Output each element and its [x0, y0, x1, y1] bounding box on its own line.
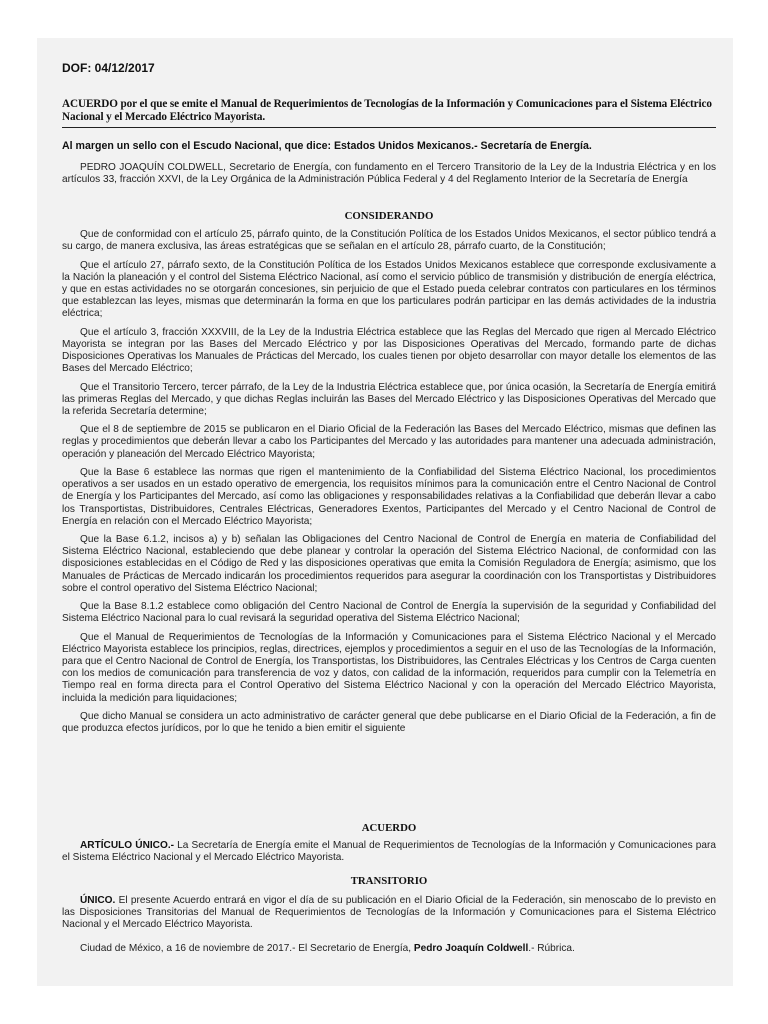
acuerdo-heading: ACUERDO: [361, 822, 417, 834]
considerando-paragraph: Que el Manual de Requerimientos de Tecnologías de la Información y Comunicaciones para el Sistema Eléctrico Nacional y el Mercado Eléctrico Mayorista establece los principios, reglas, directrices, ejemplos y procedimientos a seguir en el uso de las Tecnologías de la Información, para que el Centro Nacional de Control de Energía, los Transportistas, los Distribuidores, las Centrales Eléctricas y los Centros de Carga cuenten con los medios de comunicación para transferencia de voz y datos, con calidad de la información, requeridos para cumplir con la Telemetría en Tiempo real en forma directa para el Control Operativo del Sistema Eléctrico Nacional y con la operación del Mercado Eléctrico Mayorista, incluida la medición para liquidaciones;: [62, 631, 716, 704]
considerando-paragraph: Que la Base 6.1.2, incisos a) y b) señalan las Obligaciones del Centro Nacional de Control de Energía en materia de Confiabilidad del Sistema Eléctrico Nacional, estableciendo que debe planear y controlar la operación del Sistema Eléctrico Nacional, de conformidad con las disposiciones establecidas en el Código de Red y las disposiciones operativas que emita la Comisión Reguladora de Energía; asimismo, que los Manuales de Prácticas de Mercado indicarán los procedimientos requeridos para asegurar la coordinación con los Transportistas y Distribuidores sobre el control operativo del Sistema Eléctrico Nacional;: [62, 534, 716, 594]
articulo-unico-label: ARTÍCULO ÚNICO.-: [80, 840, 174, 851]
title-divider: [62, 127, 716, 128]
considerando-paragraph: Que el 8 de septiembre de 2015 se publicaron en el Diario Oficial de la Federación las Bases del Mercado Eléctrico, mismas que definen las reglas y procedimientos que deberán llevar a cabo los Participantes del Mercado y las autoridades para mantener una adecuada administración, operación y planeación del Mercado Eléctrico Mayorista;: [62, 424, 716, 460]
signature-name: Pedro Joaquín Coldwell: [413, 943, 529, 954]
articulo-unico-text: La Secretaría de Energía emite el Manual de Requerimientos de Tecnologías de la Información y Comunicaciones para el Sistema Eléctrico Nacional y el Mercado Eléctrico Mayorista.: [62, 840, 716, 864]
intro-block: [62, 162, 716, 193]
transitorio-heading: TRANSITORIO: [350, 875, 428, 887]
signature-suffix: .- Rúbrica.: [528, 943, 575, 954]
transitorio-unico-text: El presente Acuerdo entrará en vigor el día de su publicación en el Diario Oficial de la Federación, sin menoscabo de lo previsto en las Disposiciones Transitorias del Manual de Requerimientos de Tecnologías de la Información y Comunicaciones para el Sistema Eléctrico Nacional y el Mercado Eléctrico Mayorista.: [62, 895, 716, 931]
dof-date: DOF: 04/12/2017: [62, 61, 155, 75]
considerando-paragraph: Que la Base 6 establece las normas que rigen el mantenimiento de la Confiabilidad del Sistema Eléctrico Nacional, los procedimientos operativos a ser usados en un estado operativo de emergencia, los requisitos mínimos para la comunicación entre el Centro Nacional de Control de Energía y los Participantes del Mercado, así como las obligaciones y responsabilidades relativas a la Confiabilidad que deberán llevar a cabo los Transportistas, Distribuidores, Centrales Eléctricas, Generadores Exentos, Participantes del Mercado y el Centro Nacional de Control de Energía en relación con el Mercado Eléctrico Mayorista;: [62, 466, 716, 527]
considerando-paragraph: Que de conformidad con el artículo 25, párrafo quinto, de la Constitución Política de los Estados Unidos Mexicanos, el sector público tendrá a su cargo, de manera exclusiva, las áreas estratégicas que se señalan en el artículo 28, párrafo cuarto, de la Constitución;: [62, 229, 716, 253]
considerando-paragraph: Que dicho Manual se considera un acto administrativo de carácter general que debe publicarse en el Diario Oficial de la Federación, a fin de que produzca efectos jurídicos, por lo que he tenido a bien emitir el siguiente: [62, 710, 716, 735]
considerando-paragraph: Que la Base 8.1.2 establece como obligación del Centro Nacional de Control de Energía la supervisión de la seguridad y Confiabilidad del Sistema Eléctrico Nacional para lo cual revisará la seguridad operativa del Sistema Eléctrico Nacional;: [62, 601, 716, 625]
document-page: [37, 38, 733, 986]
transitorio-unico: [62, 895, 716, 932]
signature-prefix: Ciudad de México, a 16 de noviembre de 2017.- El Secretario de Energía,: [80, 943, 414, 954]
margin-note: Al margen un sello con el Escudo Nacional, que dice: Estados Unidos Mexicanos.- Secretaría de Energía.: [62, 140, 592, 152]
considerando-block: [62, 229, 716, 741]
transitorio-unico-label: ÚNICO.: [80, 895, 116, 906]
articulo-unico: [62, 840, 716, 864]
considerando-paragraph: Que el artículo 3, fracción XXXVIII, de la Ley de la Industria Eléctrica establece que las Reglas del Mercado que rigen al Mercado Eléctrico Mayorista se integran por las Bases del Mercado Eléctrico y por las Disposiciones Operativas del Mercado, formando parte de dichas Disposiciones Operativas los Manuales de Prácticas del Mercado, los cuales tienen por objeto desarrollar con mayor detalle los elementos de las Bases del Mercado Eléctrico;: [62, 326, 716, 375]
considerando-heading: CONSIDERANDO: [344, 210, 434, 222]
document-title: ACUERDO por el que se emite el Manual de Requerimientos de Tecnologías de la Información y Comunicaciones para el Sistema Eléctrico Nacional y el Mercado Eléctrico Mayorista.: [62, 98, 712, 123]
considerando-paragraph: Que el artículo 27, párrafo sexto, de la Constitución Política de los Estados Unidos Mexicanos establece que corresponde exclusivamente a la Nación la planeación y el control del Sistema Eléctrico Nacional, así como el servicio público de transmisión y distribución de energía eléctrica, y que en estas actividades no se otorgarán concesiones, sin perjuicio de que el Estado pueda celebrar contratos con particulares en los términos que establezcan las leyes, mismas que determinarán la forma en que los particulares podrán participar en las demás actividades de la industria eléctrica;: [62, 259, 716, 320]
intro-paragraph: PEDRO JOAQUÍN COLDWELL, Secretario de Energía, con fundamento en el Tercero Transitorio de la Ley de la Industria Eléctrica y en los artículos 33, fracción XXVI, de la Ley Orgánica de la Administración Pública Federal y 4 del Reglamento Interior de la Secretaría de Energía: [62, 162, 716, 186]
considerando-paragraph: Que el Transitorio Tercero, tercer párrafo, de la Ley de la Industria Eléctrica establece que, por única ocasión, la Secretaría de Energía emitirá las primeras Reglas del Mercado, y que dichas Reglas incluirán las Bases del Mercado Eléctrico y las Disposiciones Operativas del Mercado que la referida Secretaría determine;: [62, 381, 716, 417]
signature-line: [62, 943, 716, 955]
